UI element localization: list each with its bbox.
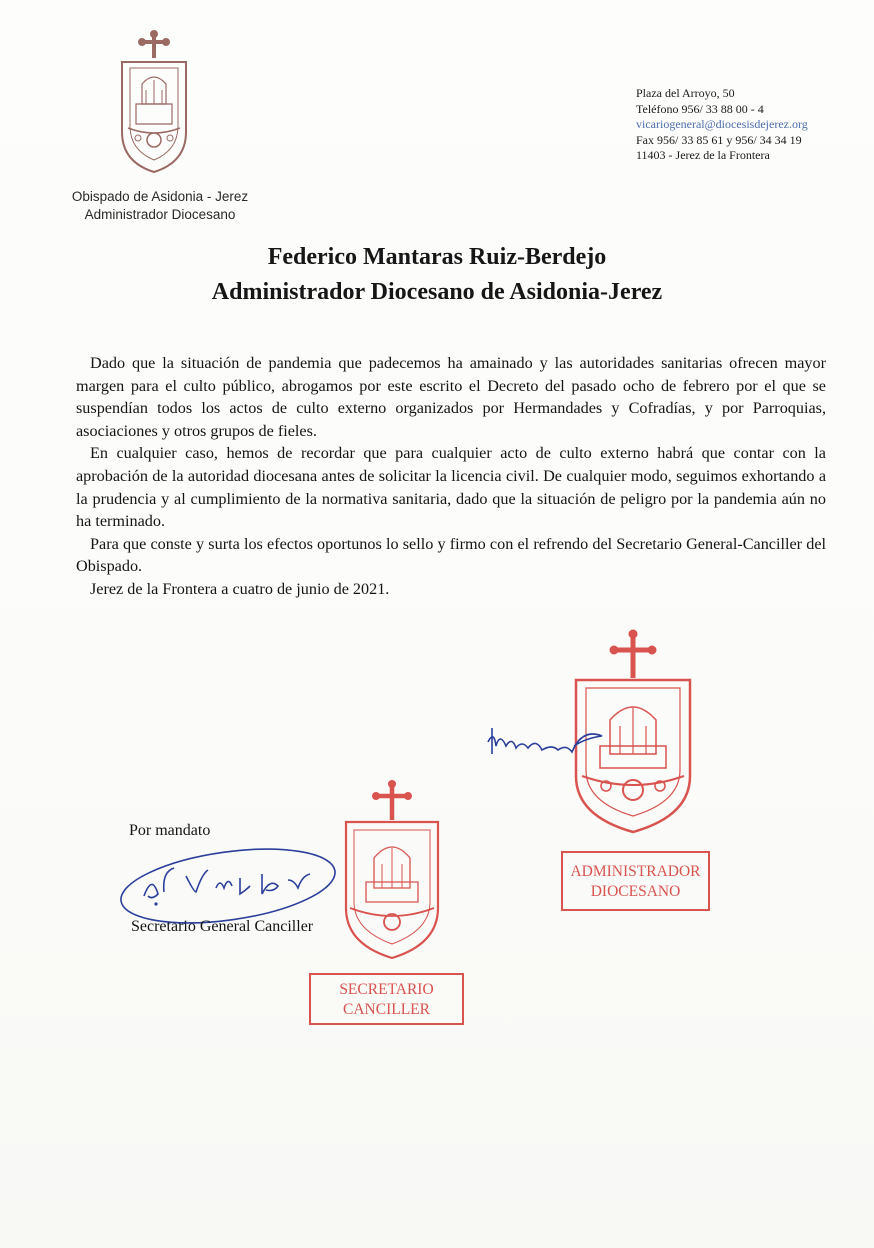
address-street: Plaza del Arroyo, 50 (636, 86, 735, 100)
letter-date: Jerez de la Frontera a cuatro de junio de 2021. (90, 579, 390, 598)
stamp-admin-line1: ADMINISTRADOR (570, 863, 701, 880)
paragraph-3: Para que conste y surta los efectos oportunos lo sello y firmo con el refrendo del Secretario General-Canciller del Obispado. (76, 534, 826, 576)
address-fax: Fax 956/ 33 85 61 y 956/ 34 34 19 (636, 132, 802, 147)
stamp-sec-line1: SECRETARIO (339, 981, 434, 998)
address-email[interactable]: vicariogeneral@diocesisdejerez.org (636, 117, 808, 132)
signature-icon (116, 832, 346, 928)
stamp-sec-line2: CANCILLER (343, 1001, 430, 1018)
office-name: Administrador Diocesano (84, 207, 236, 222)
title-name: Federico Mantaras Ruiz-Berdejo (267, 244, 607, 270)
paragraph-2: En cualquier caso, hemos de recordar que para cualquier acto de culto externo habrá que contar con la aprobación de la autoridad diocesana antes de solicitar la licencia civil. De cualquier modo, seguimos exhortando a la prudencia y al cumplimiento de la normativa sanitaria, dado que la situación de peligro por la pandemia aún no ha terminado. (76, 444, 826, 531)
por-mandato-label: Por mandato (129, 822, 211, 839)
secretary-title: Secretario General Canciller (131, 918, 314, 935)
signature-icon (484, 712, 634, 772)
address-phone: Teléfono 956/ 33 88 00 - 4 (636, 101, 764, 116)
title-office: Administrador Diocesano de Asidonia-Jerez (211, 279, 663, 305)
administrator-stamp (561, 851, 710, 911)
letter-body (76, 352, 826, 601)
diocese-crest-icon (112, 28, 196, 178)
organization-name: Obispado de Asidonia - Jerez (71, 189, 249, 204)
address-city: 11403 - Jerez de la Frontera (636, 148, 770, 163)
secretary-stamp (309, 973, 464, 1025)
document-title (0, 240, 874, 310)
paragraph-1: Dado que la situación de pandemia que padecemos ha amainado y las autoridades sanitarias ofrecen mayor margen para el culto público, abrogamos por este escrito el Decreto del pasado ocho de febrero por el que se suspendían todos los actos de culto externo organizados por Hermandades y Cofradías, y por Parroquias, asociaciones y otros grupos de fieles. (76, 354, 826, 440)
diocese-seal-icon (336, 778, 448, 964)
stamp-admin-line2: DIOCESANO (590, 883, 681, 900)
letterhead-organization (30, 188, 290, 224)
letterhead-address (636, 86, 866, 164)
